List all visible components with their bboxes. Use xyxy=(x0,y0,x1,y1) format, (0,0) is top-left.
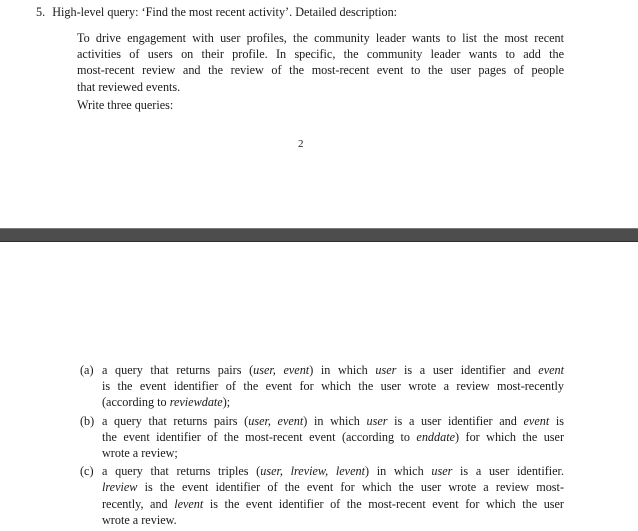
italic-term: lreview xyxy=(102,480,138,495)
italic-term: enddate xyxy=(416,429,456,444)
italic-term: event xyxy=(523,413,550,428)
page-bottom xyxy=(0,242,638,531)
page-top xyxy=(0,0,638,228)
description-line: most-recent review and the review of the most-recent event to the user pages of people xyxy=(77,63,564,78)
description-line: that reviewed events. xyxy=(77,79,181,94)
italic-term: levent xyxy=(174,496,204,511)
question-heading xyxy=(36,4,397,20)
query-list xyxy=(80,362,564,530)
query-marker: (b) xyxy=(80,413,95,428)
query-item xyxy=(80,463,564,528)
query-line: lreview is the event identifier of the event for which the user wrote a review most- xyxy=(102,480,564,495)
description-paragraph xyxy=(77,30,564,95)
query-item xyxy=(80,362,564,411)
italic-term: user xyxy=(431,464,453,479)
query-line: a query that returns triples (user, lreview, levent) in which user is a user identifier. xyxy=(102,464,564,479)
page-separator xyxy=(0,228,638,242)
italic-term: reviewdate xyxy=(169,395,223,410)
query-line: the event identifier of the most-recent event (according to enddate) for which the user xyxy=(102,429,565,444)
description-line: activities of users on their profile. In specific, the community leader wants to add the xyxy=(77,47,564,62)
question-number: 5. xyxy=(36,5,46,19)
query-line: wrote a review. xyxy=(102,512,177,527)
page-number: 2 xyxy=(298,138,304,150)
query-line: (according to reviewdate); xyxy=(102,395,231,410)
italic-term: user xyxy=(375,363,397,377)
instruction-text: Write three queries: xyxy=(77,97,174,112)
description-line: To drive engagement with user profiles, the community leader wants to list the most recent xyxy=(77,31,564,45)
italic-term: user, event xyxy=(248,413,304,428)
query-line: wrote a review; xyxy=(102,446,178,461)
query-item xyxy=(80,413,564,462)
query-marker: (c) xyxy=(80,464,94,479)
question-description xyxy=(77,30,564,113)
query-marker: (a) xyxy=(80,363,94,377)
query-line: is the event identifier of the event for which the user wrote a review most-recently xyxy=(102,379,564,394)
italic-term: event xyxy=(538,363,565,377)
italic-term: user xyxy=(366,413,388,428)
query-line: a query that returns pairs (user, event) in which user is a user identifier and event xyxy=(102,363,565,377)
italic-term: user, event xyxy=(253,363,310,377)
query-line: recently, and levent is the event identifier of the most-recent event for which the user xyxy=(102,496,564,511)
italic-term: user, lreview, levent xyxy=(260,464,365,479)
query-line: a query that returns pairs (user, event) in which user is a user identifier and event is xyxy=(102,413,564,428)
question-heading-text: High-level query: ‘Find the most recent activity’. Detailed description: xyxy=(52,5,398,19)
